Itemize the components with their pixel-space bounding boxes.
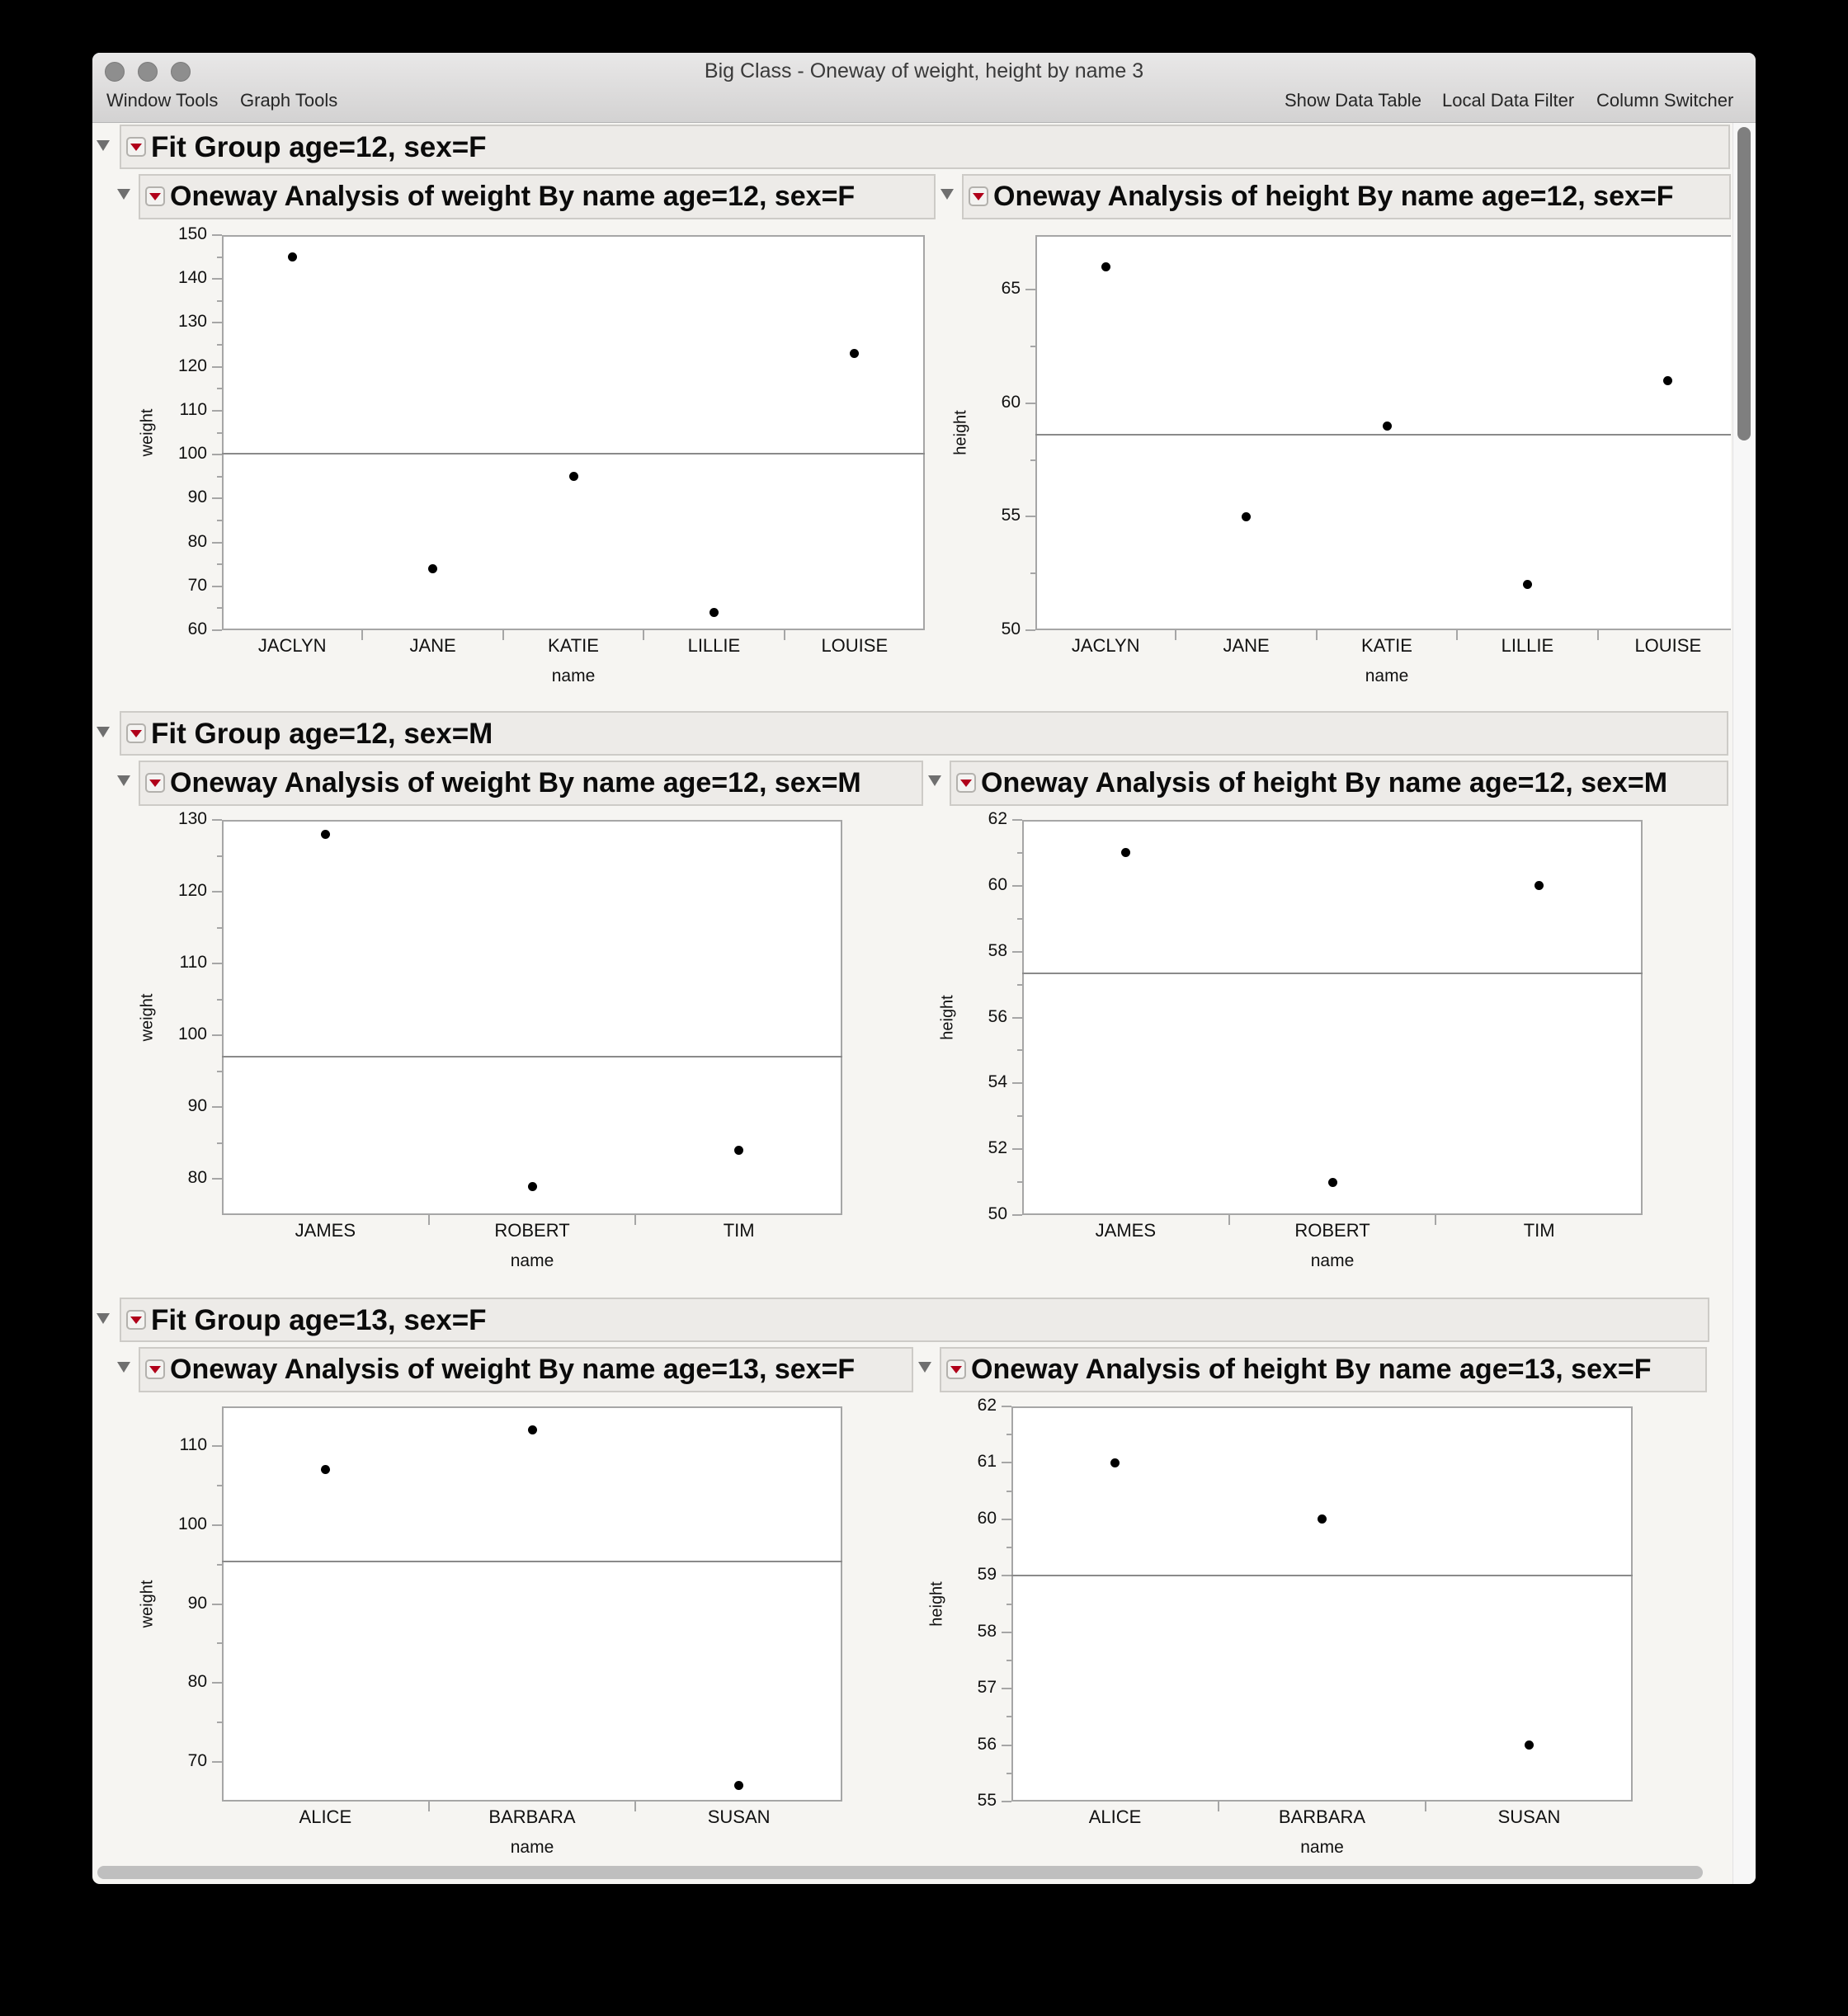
y-axis-tick-label: 58 [977,1621,997,1641]
y-axis-tick-label: 80 [187,531,207,551]
plot-frame[interactable] [1011,1406,1633,1802]
y-axis-tick [1025,516,1035,517]
oneway-report-title: Oneway Analysis of height By name age=12, sex=F [993,181,1674,212]
y-axis-minor-tick [1030,346,1035,347]
y-axis-tick [1012,1082,1022,1084]
y-axis-tick [1002,1632,1011,1633]
y-axis-tick-label: 50 [1001,619,1021,638]
x-axis-category-label: SUSAN [707,1806,771,1827]
x-axis-label: name [510,1838,554,1857]
x-axis-tick [1218,1802,1219,1811]
x-axis-category-label: BARBARA [1278,1806,1366,1827]
horizontal-scrollbar-thumb[interactable] [97,1866,1703,1879]
y-axis-tick-label: 130 [177,312,207,332]
x-axis-label: name [510,1251,554,1270]
x-axis-tick [1456,630,1458,640]
x-axis-tick [784,630,785,640]
y-axis-tick [212,1524,222,1526]
y-axis-minor-tick [1017,984,1022,986]
y-axis-tick-label: 62 [988,809,1007,828]
y-axis-tick [1012,819,1022,821]
y-axis-tick [1025,629,1035,631]
oneway-report-title: Oneway Analysis of weight By name age=12, sex=M [170,767,861,798]
y-axis-tick [212,819,222,821]
y-axis-minor-tick [1017,852,1022,854]
y-axis-tick [1002,1462,1011,1463]
mean-line [1035,434,1731,436]
local-data-filter-button[interactable]: Local Data Filter [1442,90,1575,111]
y-axis-tick-label: 120 [177,881,207,901]
red-triangle-menu-icon[interactable] [145,186,165,206]
oneway-report-title: Oneway Analysis of weight By name age=13, sex=F [170,1354,856,1385]
disclosure-triangle-icon[interactable] [117,1362,130,1373]
y-axis-tick [1012,885,1022,887]
y-axis-tick-label: 60 [977,1508,997,1528]
y-axis-tick-label: 54 [988,1072,1007,1092]
x-axis-label: name [1310,1251,1355,1270]
oneway-report-header [139,1347,913,1392]
y-axis-minor-tick [217,927,222,929]
y-axis-tick [1002,1575,1011,1576]
x-axis-category-label: KATIE [548,635,599,656]
y-axis-tick [212,454,222,455]
y-axis-tick [1012,951,1022,953]
mean-line [222,453,925,455]
mean-line [1011,1575,1633,1576]
y-axis-tick-label: 70 [187,1751,207,1771]
y-axis-tick [212,629,222,631]
x-axis-category-label: JANE [409,635,456,656]
x-axis-category-label: JACLYN [1071,635,1140,656]
data-point[interactable] [428,564,437,573]
y-axis-tick [212,410,222,412]
x-axis-category-label: TIM [1523,1220,1555,1241]
x-axis-tick [634,1215,636,1225]
x-axis-category-label: BARBARA [488,1806,576,1827]
x-axis-label: name [1365,667,1409,685]
x-axis-category-label: ALICE [299,1806,352,1827]
fit-group-title: Fit Group age=12, sex=M [151,718,493,750]
oneway-report-header [139,174,936,219]
mean-line [1022,973,1643,974]
red-triangle-menu-icon[interactable] [946,1359,966,1379]
y-axis-tick [1002,1519,1011,1520]
y-axis-tick-label: 70 [187,575,207,595]
x-axis-tick [361,630,363,640]
y-axis-tick [1002,1801,1011,1802]
y-axis-label: weight [138,1580,157,1627]
y-axis-minor-tick [1030,572,1035,574]
red-triangle-menu-icon[interactable] [145,1359,165,1379]
x-axis-category-label: JAMES [295,1220,356,1241]
report-content [92,123,1731,1870]
oneway-report-title: Oneway Analysis of height By name age=12, sex=M [981,767,1668,798]
y-axis-minor-tick [1017,1049,1022,1051]
x-axis-tick [428,1215,430,1225]
y-axis-tick [212,1604,222,1605]
y-axis-tick-label: 56 [977,1734,997,1754]
data-point[interactable] [1383,422,1392,431]
red-triangle-menu-icon[interactable] [969,186,988,206]
red-triangle-menu-icon[interactable] [126,1310,146,1330]
window-tools-menu[interactable]: Window Tools [106,90,219,111]
oneway-report-title: Oneway Analysis of height By name age=13, sex=F [971,1354,1652,1385]
x-axis-category-label: ROBERT [494,1220,570,1241]
x-axis-tick [634,1802,636,1811]
data-point[interactable] [1101,262,1110,271]
fit-group-header [120,1298,1709,1342]
y-axis-tick [212,234,222,236]
disclosure-triangle-icon[interactable] [97,1313,110,1324]
y-axis-tick [212,322,222,323]
fit-group-header [120,711,1728,756]
y-axis-minor-tick [217,1071,222,1072]
y-axis-tick-label: 52 [988,1138,1007,1158]
y-axis-tick-label: 58 [988,940,1007,960]
y-axis-tick [212,542,222,544]
graph-tools-menu[interactable]: Graph Tools [240,90,338,111]
title-bar [92,53,1756,123]
fit-group-header [120,125,1730,169]
x-axis-tick [1316,630,1318,640]
y-axis-tick [212,497,222,499]
x-axis-tick [1175,630,1176,640]
y-axis-tick-label: 60 [187,619,207,638]
plot-frame[interactable] [222,1406,842,1802]
y-axis-tick [212,963,222,964]
y-axis-tick [212,366,222,368]
disclosure-triangle-icon[interactable] [97,727,110,737]
data-point[interactable] [1663,376,1672,385]
x-axis-category-label: SUSAN [1497,1806,1561,1827]
x-axis-tick [1228,1215,1230,1225]
y-axis-minor-tick [217,432,222,434]
x-axis-category-label: ALICE [1088,1806,1142,1827]
y-axis-tick [212,586,222,587]
y-axis-label: height [927,1580,946,1627]
y-axis-minor-tick [1006,1716,1011,1717]
x-axis-category-label: LOUISE [821,635,889,656]
x-axis-tick [502,630,504,640]
x-axis-category-label: KATIE [1361,635,1412,656]
y-axis-tick-label: 50 [988,1204,1007,1223]
y-axis-minor-tick [1006,1491,1011,1492]
y-axis-minor-tick [1017,1181,1022,1183]
red-triangle-menu-icon[interactable] [145,773,165,793]
red-triangle-menu-icon[interactable] [956,773,976,793]
oneway-report-header [962,174,1731,219]
y-axis-minor-tick [217,476,222,478]
oneway-report-header [950,761,1728,806]
oneway-report-title: Oneway Analysis of weight By name age=12, sex=F [170,181,856,212]
y-axis-minor-tick [217,607,222,609]
x-axis-category-label: JANE [1223,635,1270,656]
x-axis-tick [1435,1215,1436,1225]
red-triangle-menu-icon[interactable] [126,723,146,743]
y-axis-tick-label: 60 [988,874,1007,894]
red-triangle-menu-icon[interactable] [126,137,146,157]
y-axis-minor-tick [217,1564,222,1566]
y-axis-tick-label: 59 [977,1565,997,1585]
vertical-scrollbar-thumb[interactable] [1737,127,1751,440]
y-axis-tick-label: 90 [187,488,207,507]
y-axis-tick [212,278,222,280]
y-axis-tick-label: 55 [1001,506,1021,525]
y-axis-tick [1002,1688,1011,1689]
x-axis-tick [428,1802,430,1811]
oneway-report-header [940,1347,1707,1392]
y-axis-tick [1012,1148,1022,1150]
y-axis-minor-tick [1030,459,1035,461]
y-axis-minor-tick [1006,1547,1011,1548]
x-axis-tick [643,630,644,640]
data-point[interactable] [1525,1740,1534,1750]
y-axis-label: height [951,409,970,455]
y-axis-tick [212,1034,222,1036]
y-axis-tick-label: 65 [1001,279,1021,299]
x-axis-category-label: LOUISE [1634,635,1702,656]
x-axis-category-label: JAMES [1095,1220,1156,1241]
y-axis-tick [212,1682,222,1684]
x-axis-tick [1597,630,1599,640]
data-point[interactable] [1328,1178,1337,1187]
y-axis-minor-tick [1006,1773,1011,1774]
fit-group-title: Fit Group age=12, sex=F [151,131,487,163]
y-axis-label: height [938,994,957,1040]
y-axis-tick-label: 90 [187,1593,207,1613]
y-axis-tick [212,1761,222,1763]
x-axis-tick [1425,1802,1426,1811]
x-axis-label: name [1300,1838,1344,1857]
y-axis-tick-label: 61 [977,1452,997,1472]
x-axis-category-label: LILLIE [687,635,741,656]
y-axis-minor-tick [217,999,222,1001]
data-point[interactable] [321,1465,330,1474]
y-axis-tick-label: 60 [1001,392,1021,412]
y-axis-tick-label: 90 [187,1096,207,1116]
y-axis-tick-label: 130 [177,809,207,828]
disclosure-triangle-icon[interactable] [918,1362,931,1373]
data-point[interactable] [1110,1458,1120,1467]
y-axis-tick [1025,289,1035,290]
y-axis-tick-label: 140 [177,268,207,288]
y-axis-minor-tick [217,1722,222,1723]
plot-frame[interactable] [222,235,925,630]
data-point[interactable] [528,1182,537,1191]
y-axis-minor-tick [217,344,222,346]
y-axis-tick-label: 120 [177,356,207,375]
y-axis-minor-tick [1006,1434,1011,1435]
y-axis-tick-label: 150 [177,224,207,243]
y-axis-tick [1012,1214,1022,1216]
data-point[interactable] [321,830,330,839]
x-axis-category-label: LILLIE [1501,635,1554,656]
y-axis-tick [212,1445,222,1447]
y-axis-tick-label: 100 [177,1514,207,1533]
y-axis-minor-tick [217,388,222,389]
y-axis-tick-label: 55 [977,1791,997,1810]
plot-frame[interactable] [222,820,842,1215]
y-axis-minor-tick [1017,1115,1022,1117]
y-axis-minor-tick [217,1485,222,1486]
y-axis-tick [212,891,222,893]
y-axis-minor-tick [217,1142,222,1144]
y-axis-tick-label: 80 [187,1672,207,1692]
y-axis-tick [1012,1017,1022,1019]
y-axis-minor-tick [217,520,222,521]
y-axis-tick [212,1178,222,1180]
oneway-report-header [139,761,923,806]
y-axis-minor-tick [1017,918,1022,920]
y-axis-tick [1002,1406,1011,1407]
y-axis-tick [1025,403,1035,404]
column-switcher-button[interactable]: Column Switcher [1596,90,1734,111]
fit-group-title: Fit Group age=13, sex=F [151,1304,487,1336]
y-axis-tick-label: 56 [988,1006,1007,1026]
jmp-report-window [92,53,1756,1884]
y-axis-minor-tick [217,563,222,565]
y-axis-tick-label: 62 [977,1396,997,1415]
plot-frame[interactable] [1035,235,1731,630]
disclosure-triangle-icon[interactable] [928,775,941,786]
y-axis-minor-tick [1006,1604,1011,1605]
x-axis-label: name [551,667,596,685]
mean-line [222,1056,842,1057]
window-title: Big Class - Oneway of weight, height by name 3 [704,59,1144,82]
y-axis-label: weight [138,993,157,1041]
y-axis-tick-label: 57 [977,1678,997,1698]
y-axis-tick-label: 110 [179,1434,207,1454]
x-axis-category-label: ROBERT [1294,1220,1370,1241]
y-axis-minor-tick [1006,1660,1011,1661]
y-axis-tick-label: 100 [177,444,207,464]
data-point[interactable] [528,1425,537,1434]
y-axis-minor-tick [217,1642,222,1644]
disclosure-triangle-icon[interactable] [97,140,110,151]
x-axis-category-label: JACLYN [257,635,327,656]
data-point[interactable] [569,472,578,481]
show-data-table-button[interactable]: Show Data Table [1285,90,1421,111]
mean-line [222,1561,842,1562]
disclosure-triangle-icon[interactable] [117,189,130,200]
x-axis-category-label: TIM [723,1220,755,1241]
y-axis-tick-label: 100 [177,1024,207,1044]
y-axis-tick [1002,1745,1011,1746]
y-axis-tick-label: 110 [179,953,207,973]
y-axis-tick [212,1106,222,1108]
y-axis-minor-tick [217,855,222,857]
y-axis-label: weight [138,408,157,456]
plot-frame[interactable] [1022,820,1643,1215]
disclosure-triangle-icon[interactable] [117,775,130,786]
y-axis-tick-label: 80 [187,1168,207,1188]
y-axis-minor-tick [217,300,222,302]
y-axis-minor-tick [217,257,222,258]
data-point[interactable] [288,252,297,261]
data-point[interactable] [1242,512,1251,521]
disclosure-triangle-icon[interactable] [940,189,954,200]
y-axis-tick-label: 110 [179,399,207,419]
